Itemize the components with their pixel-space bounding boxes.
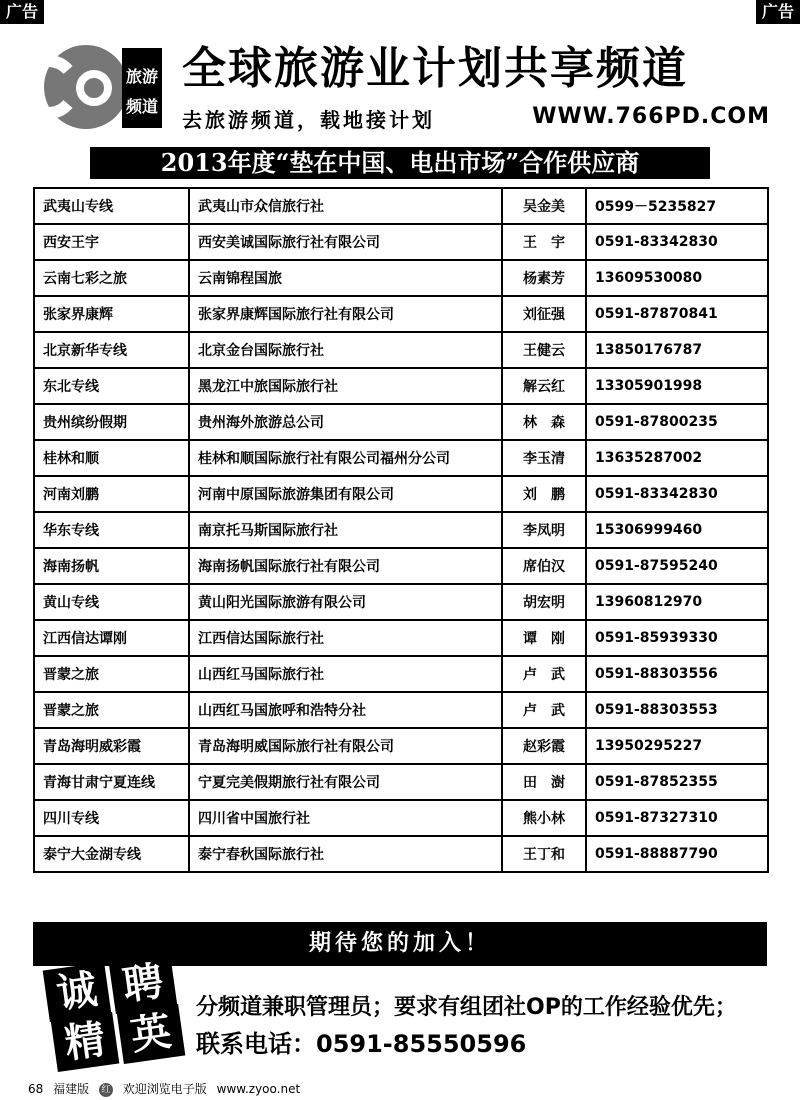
- table-row: [34, 404, 768, 440]
- supplier-phone: 13635287002: [586, 440, 768, 476]
- supplier-agency: 四川省中国旅行社: [189, 800, 502, 836]
- recruit-char: 精: [51, 1012, 120, 1072]
- table-row: [34, 296, 768, 332]
- supplier-contact: 卢 武: [502, 656, 586, 692]
- slogan: 去旅游频道，载地接计划: [182, 108, 435, 132]
- supplier-phone: 13609530080: [586, 260, 768, 296]
- supplier-contact: 李凤明: [502, 512, 586, 548]
- table-row: [34, 620, 768, 656]
- supplier-agency: 南京托马斯国际旅行社: [189, 512, 502, 548]
- supplier-route: 江西信达谭刚: [34, 620, 189, 656]
- supplier-agency: 北京金台国际旅行社: [189, 332, 502, 368]
- supplier-table: [33, 187, 769, 873]
- supplier-phone: 13960812970: [586, 584, 768, 620]
- supplier-contact: 解云红: [502, 368, 586, 404]
- supplier-table-body: [34, 188, 768, 872]
- page-title: 全球旅游业计划共享频道: [182, 43, 688, 94]
- supplier-phone: 13305901998: [586, 368, 768, 404]
- supplier-route: 青岛海明威彩霞: [34, 728, 189, 764]
- supplier-route: 桂林和顺: [34, 440, 189, 476]
- supplier-route: 黄山专线: [34, 584, 189, 620]
- supplier-phone: 0591-88887790: [586, 836, 768, 872]
- table-row: [34, 800, 768, 836]
- supplier-route: 武夷山专线: [34, 188, 189, 224]
- supplier-contact: 卢 武: [502, 692, 586, 728]
- supplier-phone: 0599－5235827: [586, 188, 768, 224]
- supplier-route: 云南七彩之旅: [34, 260, 189, 296]
- supplier-agency: 西安美诚国际旅行社有限公司: [189, 224, 502, 260]
- supplier-route: 晋蒙之旅: [34, 692, 189, 728]
- supplier-contact: 王丁和: [502, 836, 586, 872]
- supplier-phone: 0591-88303556: [586, 656, 768, 692]
- supplier-contact: 王健云: [502, 332, 586, 368]
- supplier-contact: 赵彩霞: [502, 728, 586, 764]
- supplier-phone: 13950295227: [586, 728, 768, 764]
- table-row: [34, 836, 768, 872]
- supplier-contact: 席伯汉: [502, 548, 586, 584]
- supplier-phone: 0591-87870841: [586, 296, 768, 332]
- supplier-agency: 河南中原国际旅游集团有限公司: [189, 476, 502, 512]
- table-row: [34, 764, 768, 800]
- supplier-route: 晋蒙之旅: [34, 656, 189, 692]
- table-row: [34, 728, 768, 764]
- table-row: [34, 512, 768, 548]
- supplier-contact: 田 澍: [502, 764, 586, 800]
- ad-label-left: 广告: [0, 0, 44, 24]
- supplier-contact: 刘 鹏: [502, 476, 586, 512]
- page-number: 68: [28, 1082, 44, 1096]
- supplier-agency: 山西红马国际旅行社: [189, 656, 502, 692]
- ad-label-right: 广告: [756, 0, 800, 24]
- welcome-banner: 期待您的加入！: [33, 922, 767, 966]
- supplier-route: 青海甘肃宁夏连线: [34, 764, 189, 800]
- supplier-phone: 0591-83342830: [586, 224, 768, 260]
- supplier-route: 海南扬帆: [34, 548, 189, 584]
- supplier-route: 北京新华专线: [34, 332, 189, 368]
- table-row: [34, 656, 768, 692]
- supplier-route: 华东专线: [34, 512, 189, 548]
- supplier-agency: 青岛海明威国际旅行社有限公司: [189, 728, 502, 764]
- supplier-phone: 0591-88303553: [586, 692, 768, 728]
- supplier-route: 四川专线: [34, 800, 189, 836]
- recruit-char: 诚: [43, 962, 112, 1022]
- table-row: [34, 476, 768, 512]
- table-row: [34, 368, 768, 404]
- supplier-route: 贵州缤纷假期: [34, 404, 189, 440]
- supplier-phone: 0591-87327310: [586, 800, 768, 836]
- table-row: [34, 260, 768, 296]
- supplier-route: 西安王宇: [34, 224, 189, 260]
- supplier-contact: 吴金美: [502, 188, 586, 224]
- supplier-phone: 0591-85939330: [586, 620, 768, 656]
- supplier-agency: 张家界康辉国际旅行社有限公司: [189, 296, 502, 332]
- recruit-char: 英: [117, 1004, 186, 1064]
- website-url: WWW.766PD.COM: [532, 104, 770, 129]
- supplier-contact: 林 森: [502, 404, 586, 440]
- supplier-phone: 0591-87800235: [586, 404, 768, 440]
- supplier-contact: 王 宇: [502, 224, 586, 260]
- supplier-phone: 15306999460: [586, 512, 768, 548]
- supplier-phone: 0591-83342830: [586, 476, 768, 512]
- supplier-contact: 谭 刚: [502, 620, 586, 656]
- supplier-agency: 山西红马国旅呼和浩特分社: [189, 692, 502, 728]
- table-row: [34, 440, 768, 476]
- table-row: [34, 548, 768, 584]
- table-row: [34, 332, 768, 368]
- supplier-contact: 杨素芳: [502, 260, 586, 296]
- supplier-agency: 桂林和顺国际旅行社有限公司福州分公司: [189, 440, 502, 476]
- supplier-agency: 云南锦程国旅: [189, 260, 502, 296]
- supplier-section-title: 2013年度“垫在中国、电出市场”合作供应商: [90, 147, 710, 179]
- supplier-route: 张家界康辉: [34, 296, 189, 332]
- logo-icon: [38, 42, 166, 132]
- supplier-route: 泰宁大金湖专线: [34, 836, 189, 872]
- recruit-phone: 联系电话：0591-85550596: [196, 1030, 527, 1058]
- logo-text-1: 旅游: [125, 67, 159, 86]
- logo-text-2: 频道: [125, 97, 159, 116]
- supplier-agency: 武夷山市众信旅行社: [189, 188, 502, 224]
- supplier-agency: 海南扬帆国际旅行社有限公司: [189, 548, 502, 584]
- table-row: [34, 224, 768, 260]
- channel-logo: [38, 42, 166, 132]
- page-footer: [28, 1080, 306, 1097]
- table-row: [34, 692, 768, 728]
- brand-icon: 红: [99, 1083, 113, 1097]
- table-row: [34, 584, 768, 620]
- supplier-agency: 宁夏完美假期旅行社有限公司: [189, 764, 502, 800]
- supplier-route: 河南刘鹏: [34, 476, 189, 512]
- supplier-agency: 黄山阳光国际旅游有限公司: [189, 584, 502, 620]
- supplier-contact: 刘征强: [502, 296, 586, 332]
- recruit-char: 聘: [109, 954, 178, 1014]
- footer-tagline: 欢迎浏览电子版: [122, 1082, 207, 1096]
- supplier-contact: 熊小林: [502, 800, 586, 836]
- supplier-route: 东北专线: [34, 368, 189, 404]
- supplier-agency: 泰宁春秋国际旅行社: [189, 836, 502, 872]
- supplier-phone: 0591-87852355: [586, 764, 768, 800]
- supplier-contact: 李玉清: [502, 440, 586, 476]
- supplier-agency: 贵州海外旅游总公司: [189, 404, 502, 440]
- supplier-phone: 13850176787: [586, 332, 768, 368]
- table-row: [34, 188, 768, 224]
- edition-label: 福建版: [53, 1082, 90, 1096]
- supplier-agency: 黑龙江中旅国际旅行社: [189, 368, 502, 404]
- footer-url[interactable]: www.zyoo.net: [216, 1082, 301, 1096]
- supplier-phone: 0591-87595240: [586, 548, 768, 584]
- supplier-agency: 江西信达国际旅行社: [189, 620, 502, 656]
- recruit-badge: [40, 958, 190, 1068]
- supplier-contact: 胡宏明: [502, 584, 586, 620]
- recruit-description: 分频道兼职管理员；要求有组团社OP的工作经验优先；: [196, 995, 737, 1020]
